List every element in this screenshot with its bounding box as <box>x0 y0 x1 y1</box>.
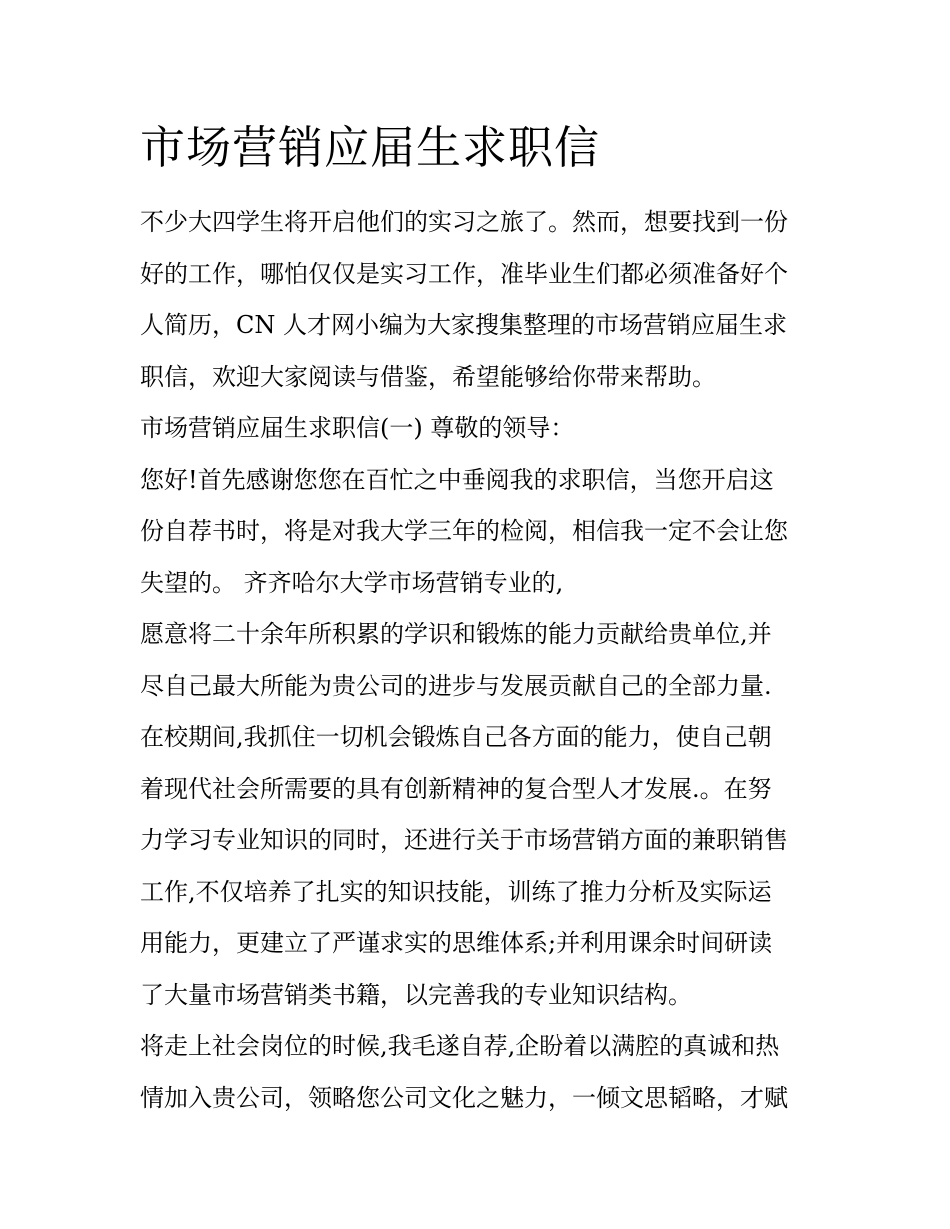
body-line: 份自荐书时，将是对我大学三年的检阅，相信我一定不会让您 <box>140 517 788 545</box>
body-line: 力学习专业知识的同时，还进行关于市场营销方面的兼职销售 <box>140 826 788 854</box>
body-line: 着现代社会所需要的具有创新精神的复合型人才发展.。在努 <box>140 774 772 803</box>
body-line: 用能力，更建立了严谨求实的思维体系;并利用课余时间研读 <box>140 929 773 957</box>
body-line: 将走上社会岗位的时候,我毛遂自荐,企盼着以满腔的真诚和热 <box>140 1032 780 1060</box>
body-line: 好的工作，哪怕仅仅是实习工作，准毕业生们都必须准备好个 <box>140 259 788 288</box>
document-title: 市场营销应届生求职信 <box>140 121 601 174</box>
body-line: 在校期间,我抓住一切机会锻炼自己各方面的能力，使自己朝 <box>140 723 772 751</box>
body-line: 了大量市场营销类书籍，以完善我的专业知识结构。 <box>140 980 692 1009</box>
body-line: 人简历，CN 人才网小编为大家搜集整理的市场营销应届生求 <box>140 311 787 339</box>
body-line: 情加入贵公司，领略您公司文化之魅力，一倾文思韬略，才赋 <box>140 1083 788 1112</box>
body-line: 不少大四学生将开启他们的实习之旅了。然而，想要找到一份 <box>140 208 788 236</box>
body-line: 职信，欢迎大家阅读与借鉴，希望能够给你带来帮助。 <box>140 362 716 391</box>
body-line: 愿意将二十余年所积累的学识和锻炼的能力贡献给贵单位,并 <box>140 620 772 648</box>
body-line: 市场营销应届生求职信(一) 尊敬的领导： <box>140 414 575 442</box>
body-line: 失望的。 齐齐哈尔大学市场营销专业的, <box>140 568 564 597</box>
body-line: 工作,不仅培养了扎实的知识技能，训练了推力分析及实际运 <box>140 877 772 906</box>
document-body <box>140 200 830 1127</box>
body-line: 您好!首先感谢您您在百忙之中垂阅我的求职信，当您开启这 <box>140 465 774 494</box>
body-line: 尽自己最大所能为贵公司的进步与发展贡献自己的全部力量. <box>140 671 772 700</box>
